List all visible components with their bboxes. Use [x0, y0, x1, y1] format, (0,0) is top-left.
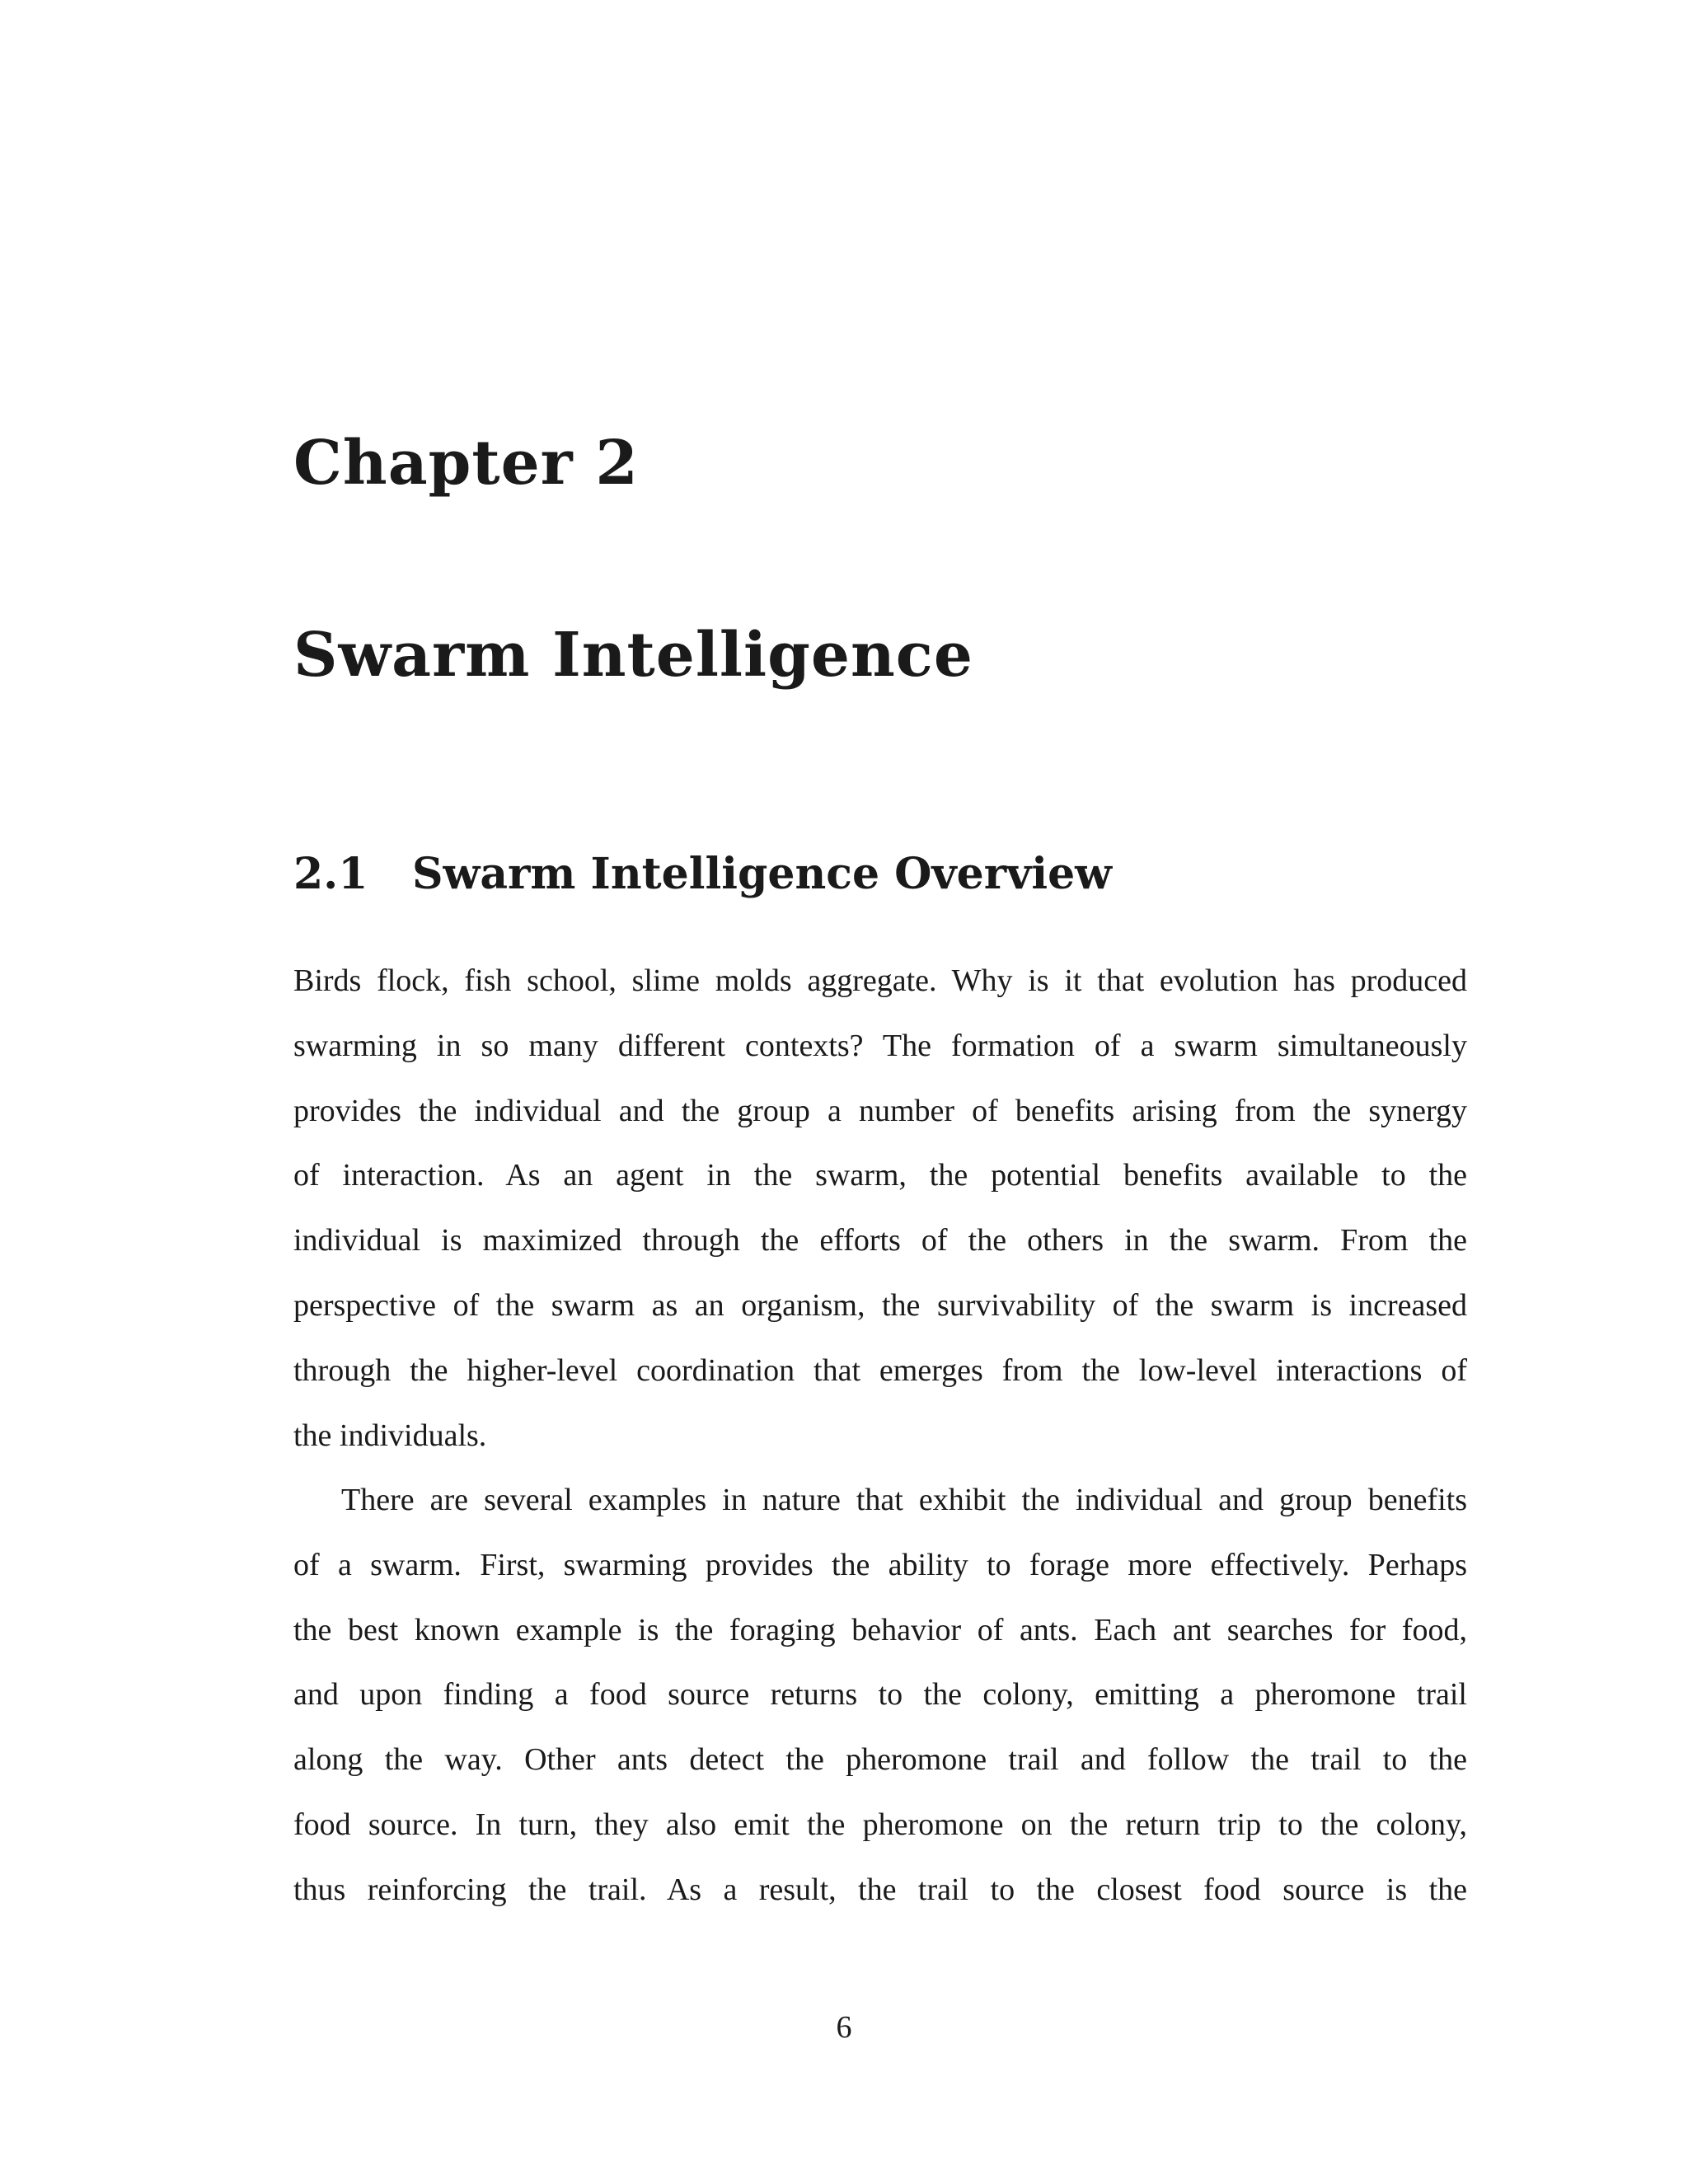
- text-line: thus reinforcing the trail. As a result, the trail to the closest food source is the: [293, 1872, 1467, 1907]
- section-title: Swarm Intelligence Overview: [412, 849, 1112, 899]
- text-line: There are several examples in nature that exhibit the individual and group benefits: [341, 1483, 1467, 1517]
- text-line: the best known example is the foraging behavior of ants. Each ant searches for food,: [293, 1612, 1467, 1647]
- text-line: perspective of the swarm as an organism, the survivability of the swarm is increased: [293, 1287, 1467, 1323]
- section-heading: [293, 849, 1112, 899]
- text-line: provides the individual and the group a number of benefits arising from the synergy: [293, 1093, 1467, 1128]
- chapter-title: Swarm Intelligence: [293, 620, 973, 691]
- text-line: through the higher-level coordination that emerges from the low-level interactions of: [293, 1352, 1467, 1388]
- paragraph-1: [293, 949, 1467, 1468]
- paragraph-2: [293, 1468, 1467, 1923]
- page-number: 6: [836, 2010, 852, 2045]
- text-line: of interaction. As an agent in the swarm, the potential benefits available to the: [293, 1158, 1467, 1193]
- text-line: Birds flock, fish school, slime molds aggregate. Why is it that evolution has produced: [293, 963, 1467, 998]
- text-line: individual is maximized through the efforts of the others in the swarm. From the: [293, 1223, 1467, 1258]
- text-line: along the way. Other ants detect the pheromone trail and follow the trail to the: [293, 1742, 1467, 1778]
- text-line: swarming in so many different contexts? The formation of a swarm simultaneously: [293, 1028, 1467, 1063]
- text-line: of a swarm. First, swarming provides the ability to forage more effectively. Perhaps: [293, 1547, 1467, 1582]
- text-line: the individuals.: [293, 1418, 487, 1453]
- section-number: 2.1: [293, 849, 368, 899]
- text-line: food source. In turn, they also emit the pheromone on the return trip to the colony,: [293, 1807, 1467, 1842]
- chapter-label: Chapter 2: [293, 428, 639, 499]
- text-line: and upon finding a food source returns to the colony, emitting a pheromone trail: [293, 1677, 1467, 1713]
